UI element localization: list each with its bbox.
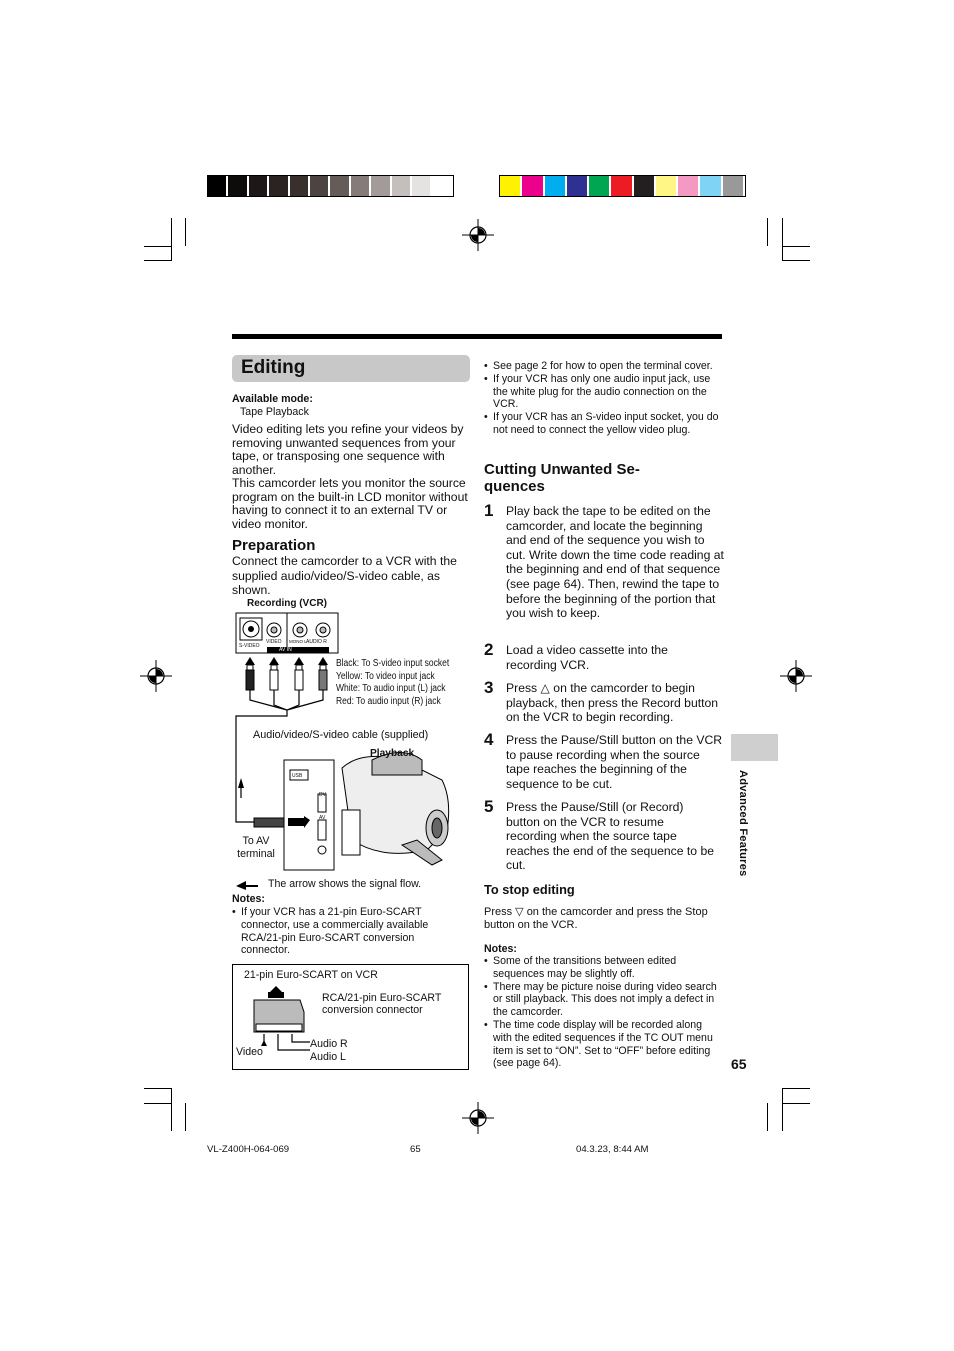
available-mode-value: Tape Playback bbox=[240, 406, 309, 418]
step-text: Press the Pause/Still button on the VCR to pause recording when the source tape reaches the beginning of the sequence to be cut. bbox=[506, 733, 723, 791]
color-swatch bbox=[700, 176, 722, 196]
color-swatch bbox=[412, 176, 432, 196]
notes-right-heading: Notes: bbox=[484, 943, 517, 955]
step-number: 3 bbox=[484, 678, 494, 697]
color-swatch bbox=[545, 176, 567, 196]
to-av-terminal-label bbox=[236, 835, 276, 861]
crop-mark bbox=[185, 1103, 186, 1131]
crop-mark bbox=[782, 246, 810, 247]
video-jack-label: VIDEO bbox=[266, 639, 282, 645]
crop-mark bbox=[171, 1088, 172, 1131]
crop-mark bbox=[144, 1088, 172, 1089]
step-number: 1 bbox=[484, 501, 494, 520]
color-swatch bbox=[208, 176, 228, 196]
crop-mark bbox=[185, 218, 186, 246]
plug-note-red: Red: To audio input (R) jack bbox=[336, 695, 441, 707]
registration-mark-icon bbox=[462, 1102, 494, 1134]
audio-r-jack-label: AUDIO R bbox=[306, 639, 327, 645]
preparation-text: Connect the camcorder to a VCR with the supplied audio/video/S-video cable, as shown. bbox=[232, 554, 457, 597]
footer-center: 65 bbox=[410, 1144, 421, 1155]
grayscale-bar bbox=[207, 175, 454, 197]
side-tab bbox=[731, 734, 778, 761]
plug-note-white: White: To audio input (L) jack bbox=[336, 683, 446, 695]
color-swatch bbox=[310, 176, 330, 196]
color-swatch bbox=[567, 176, 589, 196]
dv-label: DV bbox=[319, 792, 326, 798]
usb-label: USB bbox=[292, 773, 303, 779]
color-swatch bbox=[500, 176, 522, 196]
color-swatch bbox=[371, 176, 391, 196]
color-swatch bbox=[656, 176, 678, 196]
side-tab-label: Advanced Features bbox=[737, 770, 749, 877]
crop-mark bbox=[171, 218, 172, 261]
to-av-line-2: terminal bbox=[237, 848, 275, 860]
color-swatch bbox=[228, 176, 248, 196]
plug-notes bbox=[336, 658, 449, 708]
available-mode-label: Available mode: bbox=[232, 393, 313, 405]
cutting-heading bbox=[484, 461, 640, 495]
cutting-heading-line-1: Cutting Unwanted Se- bbox=[484, 461, 640, 478]
av-label: AV bbox=[319, 815, 326, 821]
top-rule bbox=[232, 334, 722, 339]
list-item: • If your VCR has a 21-pin Euro-SCART connector, use a commercially available RCA/21-pin Euro-SCART conversion connector. bbox=[232, 906, 450, 957]
stop-editing-heading: To stop editing bbox=[484, 882, 575, 897]
crop-mark bbox=[782, 1088, 783, 1131]
svideo-jack-label: S-VIDEO bbox=[239, 643, 260, 649]
cable-label: Audio/video/S-video cable (supplied) bbox=[253, 729, 429, 741]
crop-mark bbox=[782, 1103, 810, 1104]
registration-mark-icon bbox=[780, 660, 812, 692]
notes-left-heading: Notes: bbox=[232, 893, 265, 905]
registration-mark-icon bbox=[462, 219, 494, 251]
step-number: 4 bbox=[484, 730, 494, 749]
list-item: • There may be picture noise during video search or still playback. This does not imply a defect in the camcorder. bbox=[484, 981, 722, 1019]
step-number: 5 bbox=[484, 797, 494, 816]
list-item: • The time code display will be recorded along with the edited sequences if the TC OUT menu item is set to “ON”. Set to “OFF” before editing (see page 64). bbox=[484, 1019, 722, 1070]
crop-mark bbox=[782, 218, 783, 261]
step-text: Press the Pause/Still (or Record) button on the VCR to resume recording when the source tape reaches the end of the sequence to be cut. bbox=[506, 800, 715, 873]
scart-audio-r-label: Audio R bbox=[310, 1038, 348, 1050]
preparation-heading: Preparation bbox=[232, 537, 316, 554]
intro-paragraph-2: This camcorder lets you monitor the source program on the built-in LCD monitor without having to connect it to an external TV or video monitor. bbox=[232, 476, 468, 532]
crop-mark bbox=[767, 218, 768, 246]
notes-left-list bbox=[232, 906, 450, 957]
playback-label: Playback bbox=[370, 748, 415, 759]
plug-note-yellow: Yellow: To video input jack bbox=[336, 670, 435, 682]
notes-right-list bbox=[484, 955, 722, 1070]
list-item: • If your VCR has an S-video input socket, you do not need to connect the yellow video plug. bbox=[484, 411, 722, 437]
color-swatch bbox=[611, 176, 633, 196]
color-swatch bbox=[432, 176, 452, 196]
page-number: 65 bbox=[731, 1056, 747, 1072]
footer-left: VL-Z400H-064-069 bbox=[207, 1144, 290, 1155]
color-swatch bbox=[634, 176, 656, 196]
list-item: • Some of the transitions between edited sequences may be slightly off. bbox=[484, 955, 722, 981]
scart-connector-label: RCA/21-pin Euro-SCART conversion connector bbox=[322, 992, 442, 1017]
crop-mark bbox=[144, 246, 172, 247]
color-swatch bbox=[269, 176, 289, 196]
color-bar bbox=[499, 175, 746, 197]
color-swatch bbox=[723, 176, 745, 196]
list-item: • If your VCR has only one audio input jack, use the white plug for the audio connection on the VCR. bbox=[484, 373, 722, 411]
crop-mark bbox=[767, 1103, 768, 1131]
crop-mark bbox=[782, 260, 810, 261]
color-swatch bbox=[351, 176, 371, 196]
step-text: Play back the tape to be edited on the camcorder, and locate the beginning and end of the sequence you wish to cut. Write down the time code reading at the beginning and end of that sequence (see page 64). Then, rewind the tape to before the beginning of the portion that you wish to keep. bbox=[506, 504, 724, 621]
scart-title: 21-pin Euro-SCART on VCR bbox=[244, 969, 378, 981]
crop-mark bbox=[782, 1088, 810, 1089]
stop-editing-text: Press ▽ on the camcorder and press the Stop button on the VCR. bbox=[484, 906, 708, 931]
notes-top-right bbox=[484, 360, 722, 437]
color-swatch bbox=[330, 176, 350, 196]
plug-note-black: Black: To S-video input socket bbox=[336, 658, 450, 669]
to-av-line-1: To AV bbox=[242, 835, 270, 847]
scart-audio-l-label: Audio L bbox=[310, 1051, 346, 1063]
crop-mark bbox=[144, 260, 172, 261]
cutting-heading-line-2: quences bbox=[484, 478, 545, 495]
mono-l-label: MONO L bbox=[289, 639, 307, 644]
footer-right: 04.3.23, 8:44 AM bbox=[576, 1144, 649, 1155]
color-swatch bbox=[678, 176, 700, 196]
color-swatch bbox=[522, 176, 544, 196]
recording-vcr-label: Recording (VCR) bbox=[247, 598, 327, 609]
color-swatch bbox=[249, 176, 269, 196]
crop-mark bbox=[144, 1103, 172, 1104]
intro-paragraph-1: Video editing lets you refine your videos by removing unwanted sequences from your tape, or transposing one sequence with another. bbox=[232, 422, 464, 478]
registration-mark-icon bbox=[140, 660, 172, 692]
page-title: Editing bbox=[241, 357, 306, 378]
arrow-note: The arrow shows the signal flow. bbox=[268, 878, 422, 890]
scart-video-label: Video bbox=[236, 1046, 263, 1058]
color-swatch bbox=[392, 176, 412, 196]
av-in-label: AV IN bbox=[279, 647, 292, 653]
step-text: Press △ on the camcorder to begin playback, then press the Record button on the VCR to begin recording. bbox=[506, 681, 719, 725]
step-number: 2 bbox=[484, 640, 494, 659]
color-swatch bbox=[589, 176, 611, 196]
step-text: Load a video cassette into the recording VCR. bbox=[506, 643, 668, 672]
list-item: • See page 2 for how to open the terminal cover. bbox=[484, 360, 722, 373]
color-swatch bbox=[290, 176, 310, 196]
